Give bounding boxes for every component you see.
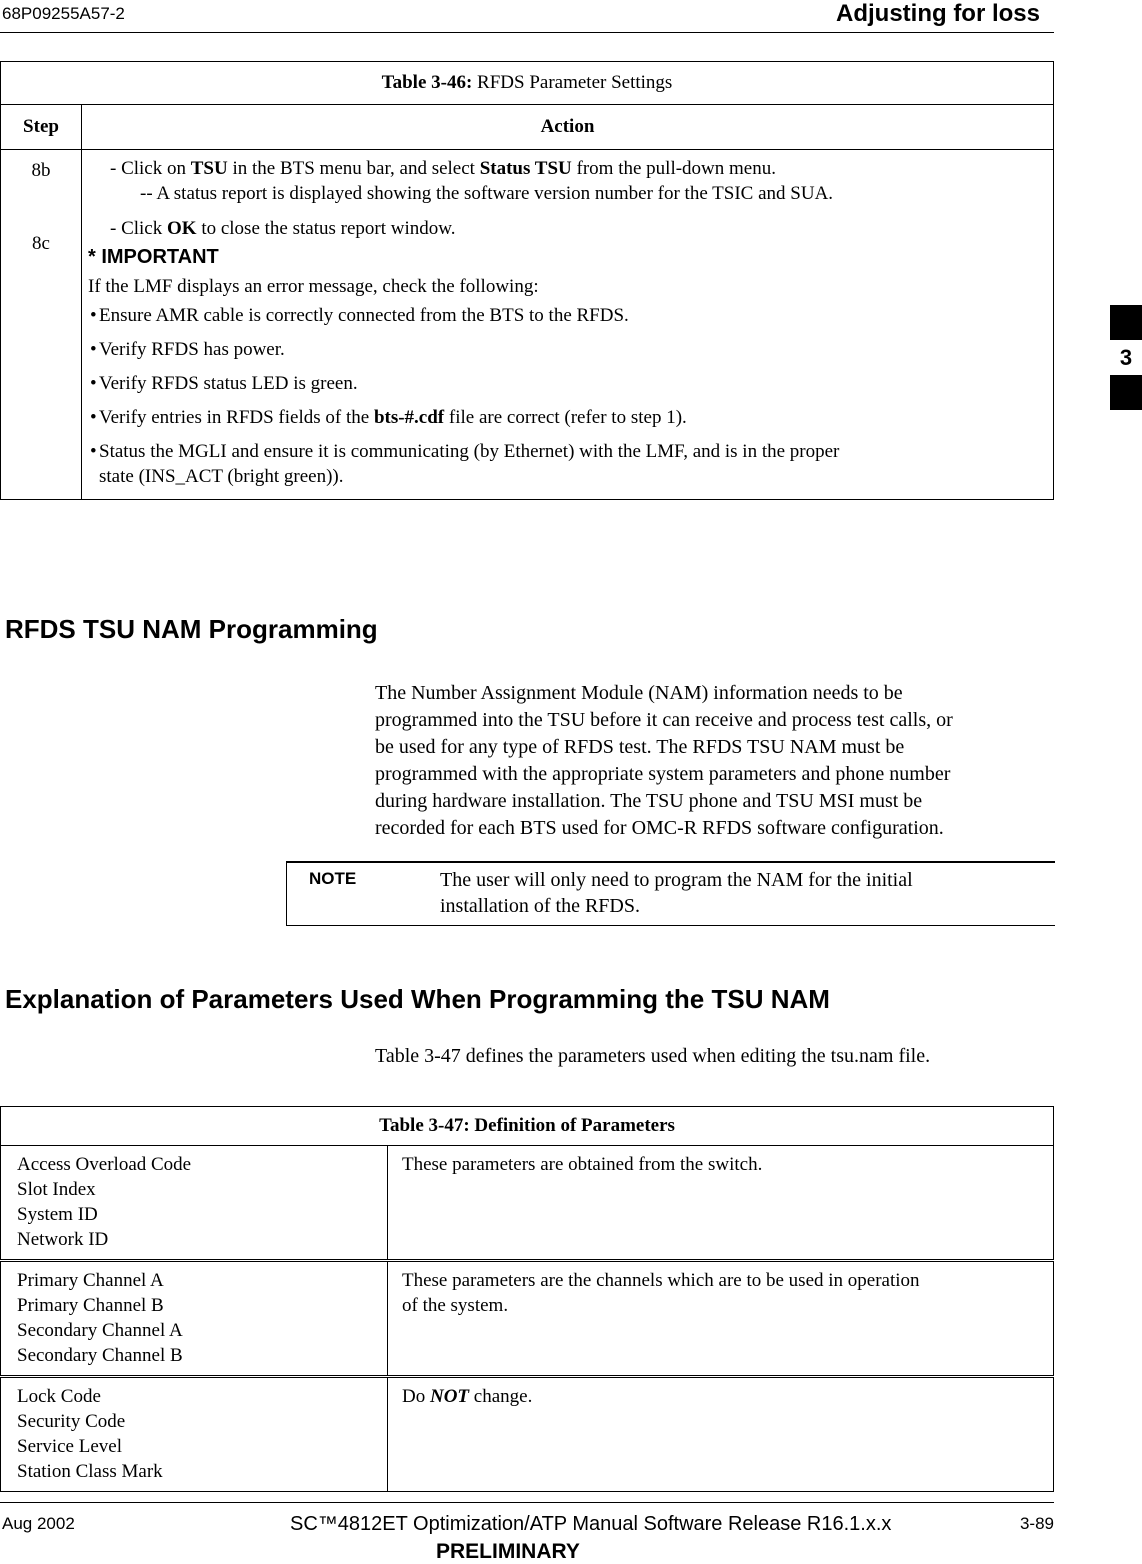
list-item: • Status the MGLI and ensure it is communicating (by Ethernet) with the LMF, and is in the proper state (INS_ACT (bright green)).: [90, 441, 840, 487]
section-heading-explanation: Explanation of Parameters Used When Programming the TSU NAM: [5, 984, 830, 1014]
list-item: • Verify RFDS status LED is green.: [90, 373, 358, 394]
list-item: • Verify entries in RFDS fields of the bts-#.cdf file are correct (refer to step 1).: [90, 407, 687, 428]
section-title: Adjusting for loss: [836, 0, 1040, 27]
parameter-description-cell: These parameters are the channels which are to be used in operation of the system.: [388, 1261, 1054, 1377]
column-header-step: Step: [1, 105, 82, 150]
parameter-names-cell: Access Overload Code Slot Index System ID Network ID: [1, 1146, 388, 1261]
important-intro: If the LMF displays an error message, check the following:: [88, 276, 539, 297]
preliminary-label: PRELIMINARY: [436, 1540, 580, 1563]
action-8b-line1: - Click on TSU in the BTS menu bar, and select Status TSU from the pull-down menu.: [110, 158, 776, 179]
table-row: [1, 1261, 1054, 1377]
doc-number: 68P09255A57-2: [2, 4, 125, 23]
action-cell: [82, 150, 1054, 500]
section-heading-rfds-tsu-nam: RFDS TSU NAM Programming: [5, 614, 378, 644]
step-8c: 8c: [32, 233, 50, 254]
bullet-icon: •: [90, 305, 97, 326]
action-8b-line2: -- A status report is displayed showing the software version number for the TSIC and SUA.: [140, 183, 834, 204]
action-8c-line: - Click OK to close the status report window.: [110, 218, 456, 239]
bullet-icon: •: [90, 339, 97, 360]
column-header-action: Action: [82, 105, 1054, 150]
rfds-parameter-settings-table: [0, 61, 1054, 500]
table-row: [1, 1146, 1054, 1261]
parameter-names-cell: Primary Channel A Primary Channel B Secondary Channel A Secondary Channel B: [1, 1261, 388, 1377]
parameter-description-cell: Do NOT change.: [388, 1377, 1054, 1492]
note-box: [286, 861, 1055, 926]
table-caption-label: Table 3-46:: [381, 72, 473, 93]
important-label: * IMPORTANT: [88, 246, 219, 268]
chapter-tab-marker: [1110, 305, 1142, 340]
footer-rule: [0, 1502, 1054, 1503]
bullet-icon: •: [90, 373, 97, 394]
bullet-icon: •: [90, 407, 97, 428]
chapter-tab-number: 3: [1119, 345, 1133, 370]
list-item: • Verify RFDS has power.: [90, 339, 285, 360]
parameter-description-cell: These parameters are obtained from the switch.: [388, 1146, 1054, 1261]
step-cell: [1, 150, 82, 500]
table-caption: [1, 62, 1054, 105]
table-caption-text: RFDS Parameter Settings: [472, 72, 673, 93]
table-row: [1, 1377, 1054, 1492]
parameter-names-cell: Lock Code Security Code Service Level Station Class Mark: [1, 1377, 388, 1492]
section-paragraph: Table 3-47 defines the parameters used when editing the tsu.nam file.: [375, 1045, 931, 1067]
definition-of-parameters-table: [0, 1106, 1054, 1492]
footer-date: Aug 2002: [2, 1514, 75, 1533]
page-number: 3-89: [1019, 1514, 1054, 1533]
note-label: NOTE: [309, 869, 357, 888]
list-item: • Ensure AMR cable is correctly connected from the BTS to the RFDS.: [90, 305, 629, 326]
chapter-tab-marker: [1110, 375, 1142, 410]
footer-title: SC™4812ET Optimization/ATP Manual Software Release R16.1.x.x: [290, 1513, 892, 1535]
header-rule: [0, 32, 1054, 33]
table-caption: Table 3-47: Definition of Parameters: [1, 1107, 1054, 1146]
step-8b: 8b: [31, 160, 51, 181]
section-paragraph: The Number Assignment Module (NAM) information needs to be programmed into the TSU before it can receive and process test calls, or be used for any type of RFDS test. The RFDS TSU NAM must be programmed with the appropriate system parameters and phone number during hardware installation. The TSU phone and TSU MSI must be recorded for each BTS used for OMC-R RFDS software configuration.: [375, 682, 953, 839]
table-row: [1, 150, 1054, 500]
bullet-icon: •: [90, 441, 97, 462]
note-text: The user will only need to program the NAM for the initial installation of the RFDS.: [440, 869, 913, 917]
